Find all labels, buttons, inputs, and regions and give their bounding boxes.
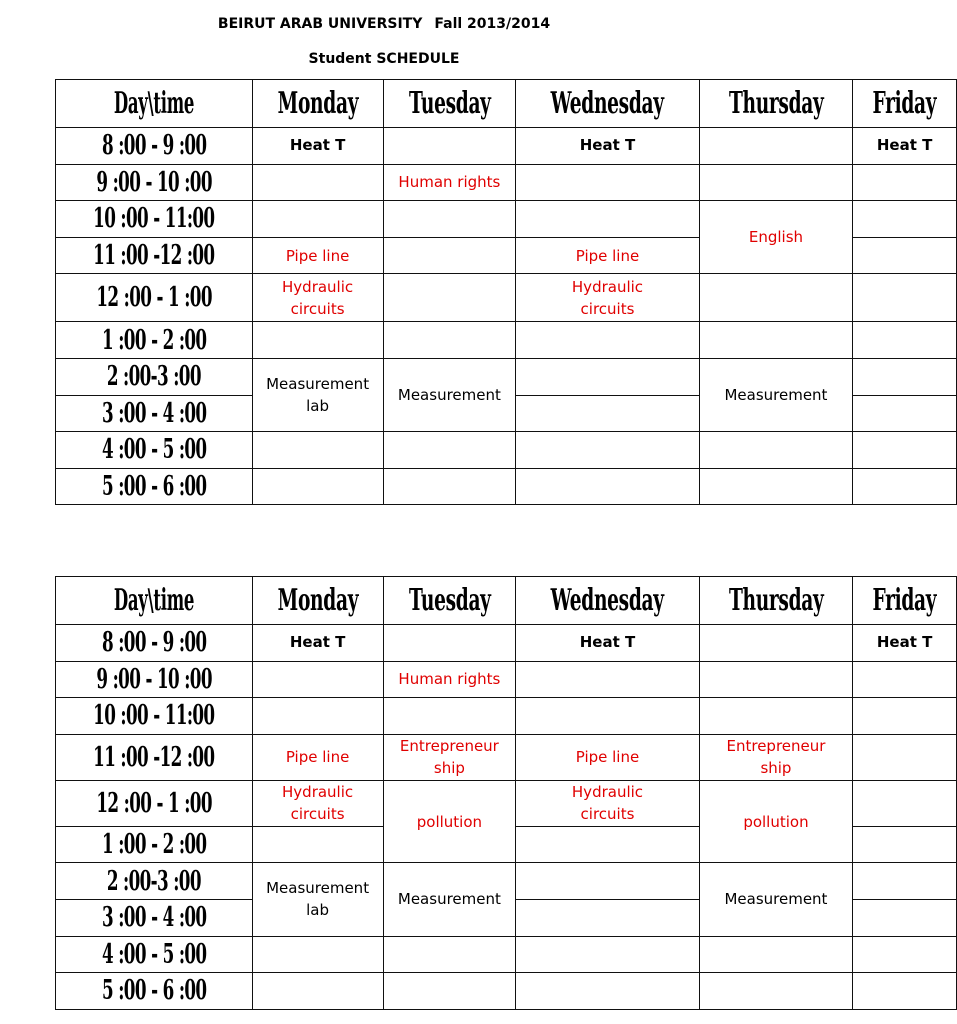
course-cell: Pipe line: [252, 734, 383, 780]
time-cell: 9 :00 - 10 :00: [56, 661, 253, 698]
empty-cell: [516, 322, 699, 359]
day-header-tuesday: Tuesday: [383, 577, 516, 625]
time-cell: 4 :00 - 5 :00: [56, 432, 253, 469]
course-cell: pollution: [699, 780, 853, 863]
empty-cell: [853, 698, 957, 735]
empty-cell: [699, 698, 853, 735]
table-row: [56, 128, 957, 165]
empty-cell: [252, 164, 383, 201]
empty-cell: [383, 698, 516, 735]
table-row: [56, 468, 957, 505]
table-row: [56, 734, 957, 780]
empty-cell: [383, 322, 516, 359]
university-name: BEIRUT ARAB UNIVERSITY: [217, 16, 423, 32]
day-header-wednesday: Wednesday: [516, 80, 699, 128]
course-cell: Heat T: [252, 128, 383, 165]
course-cell: Measurement lab: [252, 358, 383, 431]
empty-cell: [516, 863, 699, 900]
empty-cell: [699, 936, 853, 973]
table-row: [56, 358, 957, 395]
table-row: [56, 274, 957, 322]
time-cell: 12 :00 - 1 :00: [56, 274, 253, 322]
time-cell: 4 :00 - 5 :00: [56, 936, 253, 973]
empty-cell: [853, 899, 957, 936]
time-cell: 2 :00-3 :00: [56, 863, 253, 900]
time-cell: 10 :00 - 11:00: [56, 698, 253, 735]
course-cell: Hydraulic circuits: [516, 780, 699, 826]
table-row: [56, 863, 957, 900]
time-cell: 11 :00 -12 :00: [56, 734, 253, 780]
empty-cell: [853, 826, 957, 863]
empty-cell: [853, 395, 957, 432]
day-header-monday: Monday: [252, 577, 383, 625]
time-cell: 5 :00 - 6 :00: [56, 973, 253, 1010]
empty-cell: [516, 698, 699, 735]
time-cell: 11 :00 -12 :00: [56, 237, 253, 274]
empty-cell: [516, 936, 699, 973]
empty-cell: [252, 973, 383, 1010]
course-cell: Hydraulic circuits: [252, 780, 383, 826]
empty-cell: [853, 432, 957, 469]
course-cell: Heat T: [853, 625, 957, 662]
empty-cell: [383, 468, 516, 505]
empty-cell: [699, 274, 853, 322]
empty-cell: [853, 274, 957, 322]
course-cell: Pipe line: [252, 237, 383, 274]
empty-cell: [853, 358, 957, 395]
empty-cell: [853, 780, 957, 826]
course-cell: Measurement: [383, 358, 516, 431]
empty-cell: [383, 973, 516, 1010]
time-cell: 3 :00 - 4 :00: [56, 395, 253, 432]
empty-cell: [516, 201, 699, 238]
empty-cell: [853, 201, 957, 238]
empty-cell: [853, 661, 957, 698]
course-cell: Hydraulic circuits: [516, 274, 699, 322]
empty-cell: [853, 322, 957, 359]
time-cell: 1 :00 - 2 :00: [56, 322, 253, 359]
time-cell: 8 :00 - 9 :00: [56, 128, 253, 165]
course-cell: Human rights: [383, 164, 516, 201]
day-header-thursday: Thursday: [699, 577, 853, 625]
empty-cell: [853, 973, 957, 1010]
day-header-friday: Friday: [853, 80, 957, 128]
empty-cell: [252, 322, 383, 359]
empty-cell: [383, 237, 516, 274]
table-row: [56, 973, 957, 1010]
empty-cell: [516, 468, 699, 505]
empty-cell: [516, 826, 699, 863]
time-cell: 5 :00 - 6 :00: [56, 468, 253, 505]
empty-cell: [699, 661, 853, 698]
empty-cell: [699, 322, 853, 359]
time-cell: 1 :00 - 2 :00: [56, 826, 253, 863]
time-cell: 3 :00 - 4 :00: [56, 899, 253, 936]
empty-cell: [853, 468, 957, 505]
empty-cell: [383, 274, 516, 322]
empty-cell: [699, 432, 853, 469]
empty-cell: [383, 936, 516, 973]
document-subtitle: Student SCHEDULE: [308, 51, 460, 67]
table-row: [56, 936, 957, 973]
empty-cell: [853, 863, 957, 900]
table-row: [56, 698, 957, 735]
empty-cell: [853, 237, 957, 274]
course-cell: Heat T: [516, 128, 699, 165]
empty-cell: [699, 164, 853, 201]
table-row: [56, 780, 957, 826]
table-row: [56, 625, 957, 662]
corner-cell: Day\time: [56, 80, 253, 128]
empty-cell: [516, 973, 699, 1010]
term: Fall 2013/2014: [434, 16, 551, 32]
course-cell: Pipe line: [516, 237, 699, 274]
table-row: [56, 322, 957, 359]
day-header-wednesday: Wednesday: [516, 577, 699, 625]
empty-cell: [516, 395, 699, 432]
empty-cell: [383, 432, 516, 469]
empty-cell: [252, 432, 383, 469]
day-header-monday: Monday: [252, 80, 383, 128]
schedule-table-2: [55, 576, 957, 1010]
empty-cell: [252, 826, 383, 863]
header-row: [56, 80, 957, 128]
empty-cell: [853, 164, 957, 201]
course-cell: Measurement: [699, 358, 853, 431]
table-row: [56, 661, 957, 698]
table-row: [56, 164, 957, 201]
empty-cell: [252, 661, 383, 698]
course-cell: Hydraulic circuits: [252, 274, 383, 322]
time-cell: 9 :00 - 10 :00: [56, 164, 253, 201]
empty-cell: [252, 936, 383, 973]
course-cell: Entrepreneur ship: [383, 734, 516, 780]
empty-cell: [383, 128, 516, 165]
time-cell: 2 :00-3 :00: [56, 358, 253, 395]
empty-cell: [383, 201, 516, 238]
empty-cell: [516, 661, 699, 698]
course-cell: Heat T: [853, 128, 957, 165]
document-title: [0, 16, 768, 32]
course-cell: Heat T: [252, 625, 383, 662]
course-cell: Heat T: [516, 625, 699, 662]
course-cell: Measurement: [699, 863, 853, 936]
day-header-thursday: Thursday: [699, 80, 853, 128]
course-cell: Measurement: [383, 863, 516, 936]
empty-cell: [853, 936, 957, 973]
empty-cell: [699, 973, 853, 1010]
course-cell: Entrepreneur ship: [699, 734, 853, 780]
course-cell: Human rights: [383, 661, 516, 698]
table-row: [56, 201, 957, 238]
time-cell: 12 :00 - 1 :00: [56, 780, 253, 826]
course-cell: pollution: [383, 780, 516, 863]
course-cell: English: [699, 201, 853, 274]
header-row: [56, 577, 957, 625]
empty-cell: [699, 468, 853, 505]
corner-cell: Day\time: [56, 577, 253, 625]
empty-cell: [516, 358, 699, 395]
empty-cell: [516, 899, 699, 936]
empty-cell: [252, 698, 383, 735]
schedule-table-1: [55, 79, 957, 505]
time-cell: 8 :00 - 9 :00: [56, 625, 253, 662]
empty-cell: [252, 201, 383, 238]
empty-cell: [252, 468, 383, 505]
empty-cell: [516, 164, 699, 201]
day-header-tuesday: Tuesday: [383, 80, 516, 128]
time-cell: 10 :00 - 11:00: [56, 201, 253, 238]
table-row: [56, 432, 957, 469]
day-header-friday: Friday: [853, 577, 957, 625]
empty-cell: [516, 432, 699, 469]
empty-cell: [853, 734, 957, 780]
course-cell: Pipe line: [516, 734, 699, 780]
empty-cell: [383, 625, 516, 662]
course-cell: Measurement lab: [252, 863, 383, 936]
empty-cell: [699, 625, 853, 662]
empty-cell: [699, 128, 853, 165]
